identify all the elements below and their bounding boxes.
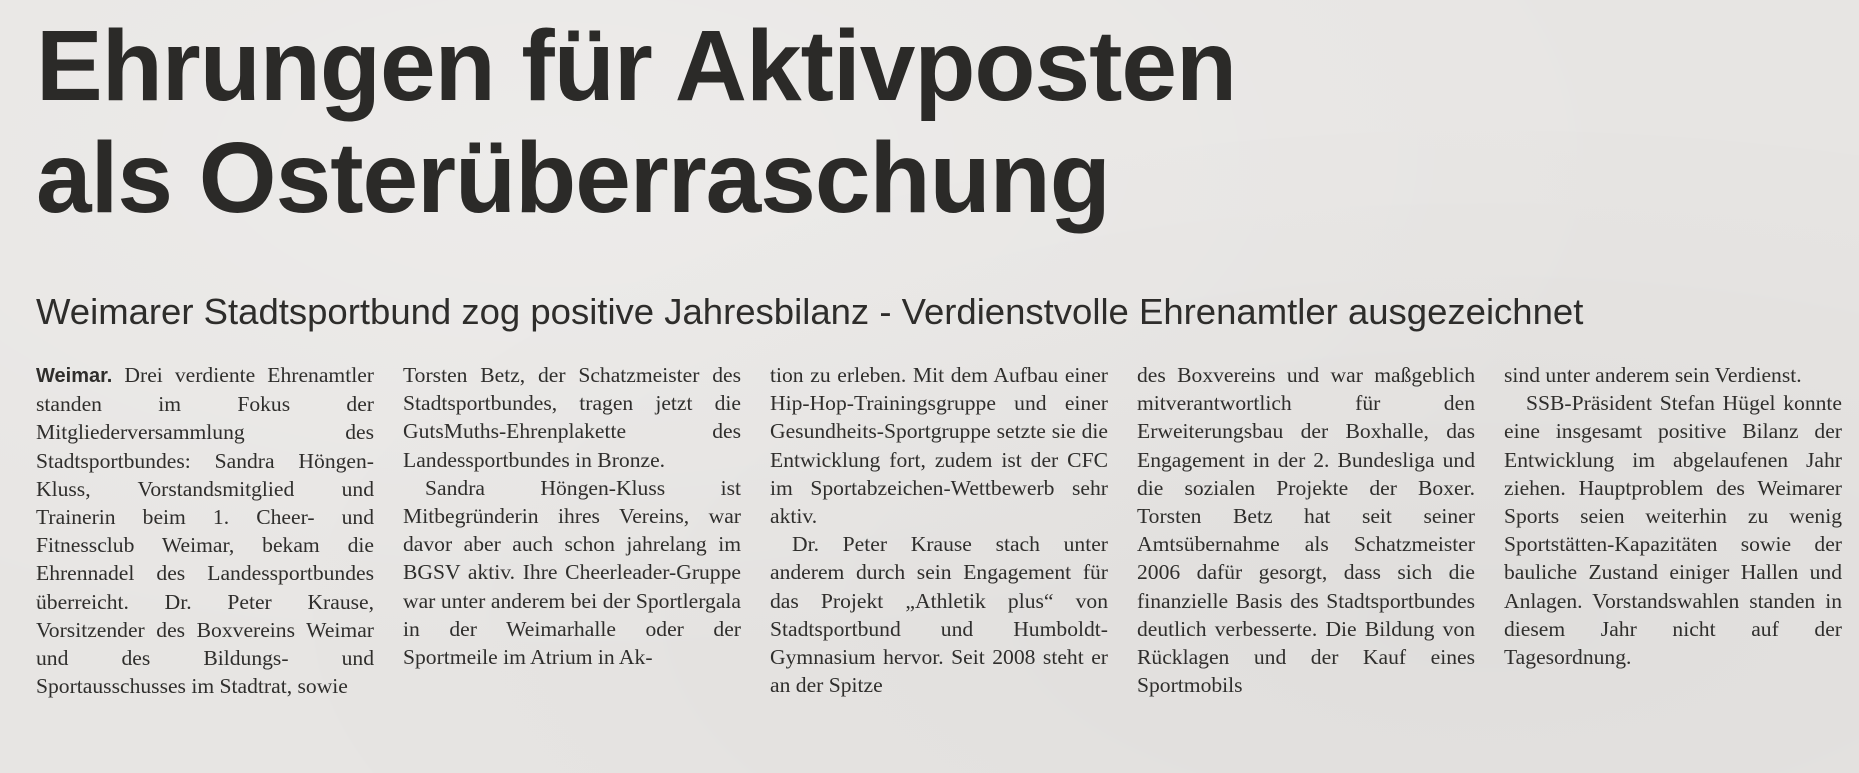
headline-line-2: als Osterüberraschung bbox=[36, 122, 1110, 234]
paragraph: SSB-Präsident Stefan Hügel konnte eine insgesamt positive Bilanz der Entwicklung im abgelaufenen Jahr ziehen. Hauptproblem des Weimarer Sports seien weiterhin zu wenig Sportstätten-Kapazitäten sowie der bauliche Zustand einiger Hallen und Anlagen. Vorstandswahlen standen in diesem Jahr nicht auf der Tagesordnung. bbox=[1504, 391, 1842, 670]
headline bbox=[36, 10, 1236, 234]
paragraph: Dr. Peter Krause stach unter anderem durch sein Engagement für das Projekt „Athletik plus“ von Stadtsportbund und Humboldt-Gymnasium hervor. Seit 2008 steht er an der Spitze bbox=[770, 532, 1108, 698]
headline-line-1: Ehrungen für Aktivposten bbox=[36, 10, 1237, 122]
paragraph: tion zu erleben. Mit dem Aufbau einer Hip-Hop-Trainingsgruppe und einer Gesundheits-Sportgruppe setzte sie die Entwicklung fort, zudem ist der CFC im Sportabzeichen-Wettbewerb sehr aktiv. bbox=[770, 363, 1108, 529]
paragraph: des Boxvereins und war maßgeblich mitverantwortlich für den Erweiterungsbau der Boxhalle, das Engagement in der 2. Bundesliga und die sozialen Projekte der Boxer. Torsten Betz hat seit seiner Amtsübernahme als Schatzmeister 2006 dafür gesorgt, dass sich die finanzielle Basis des Stadtsportbundes deutlich verbesserte. Die Bildung von Rücklagen und der Kauf eines Sportmobils bbox=[1137, 363, 1475, 698]
paragraph: Torsten Betz, der Schatzmeister des Stadtsportbundes, tragen jetzt die GutsMuths-Ehrenplakette des Landessportbundes in Bronze. bbox=[403, 363, 741, 472]
paragraph-text: Drei verdiente Ehrenamtler standen im Fokus der Mitgliederversammlung des Stadtsportbundes: Sandra Höngen-Kluss, Vorstandsmitglied und Trainerin beim 1. Cheer- und Fitnessclub Weimar, bekam die Ehrennadel des Landessportbundes überreicht. Dr. Peter Krause, Vorsitzender des Boxvereins Weimar und des Bildungs- und Sportausschusses im Stadtrat, sowie bbox=[36, 363, 374, 699]
paragraph: Sandra Höngen-Kluss ist Mitbegründerin ihres Vereins, war davor aber auch schon jahrelang im BGSV aktiv. Ihre Cheerleader-Gruppe war unter anderem bei der Sportlergala in der Weimarhalle oder der Sportmeile im Atrium in Ak- bbox=[403, 475, 741, 670]
column-2 bbox=[403, 361, 741, 671]
dateline: Weimar. bbox=[36, 365, 113, 387]
column-5 bbox=[1504, 361, 1842, 671]
article-body bbox=[36, 361, 1846, 766]
column-3 bbox=[770, 361, 1108, 699]
column-4 bbox=[1137, 361, 1475, 699]
subheadline: Weimarer Stadtsportbund zog positive Jahresbilanz - Verdienstvolle Ehrenamtler ausgezeichnet bbox=[36, 291, 1584, 332]
paragraph: sind unter anderem sein Verdienst. bbox=[1504, 363, 1802, 387]
paragraph bbox=[36, 361, 374, 700]
column-1 bbox=[36, 361, 374, 700]
